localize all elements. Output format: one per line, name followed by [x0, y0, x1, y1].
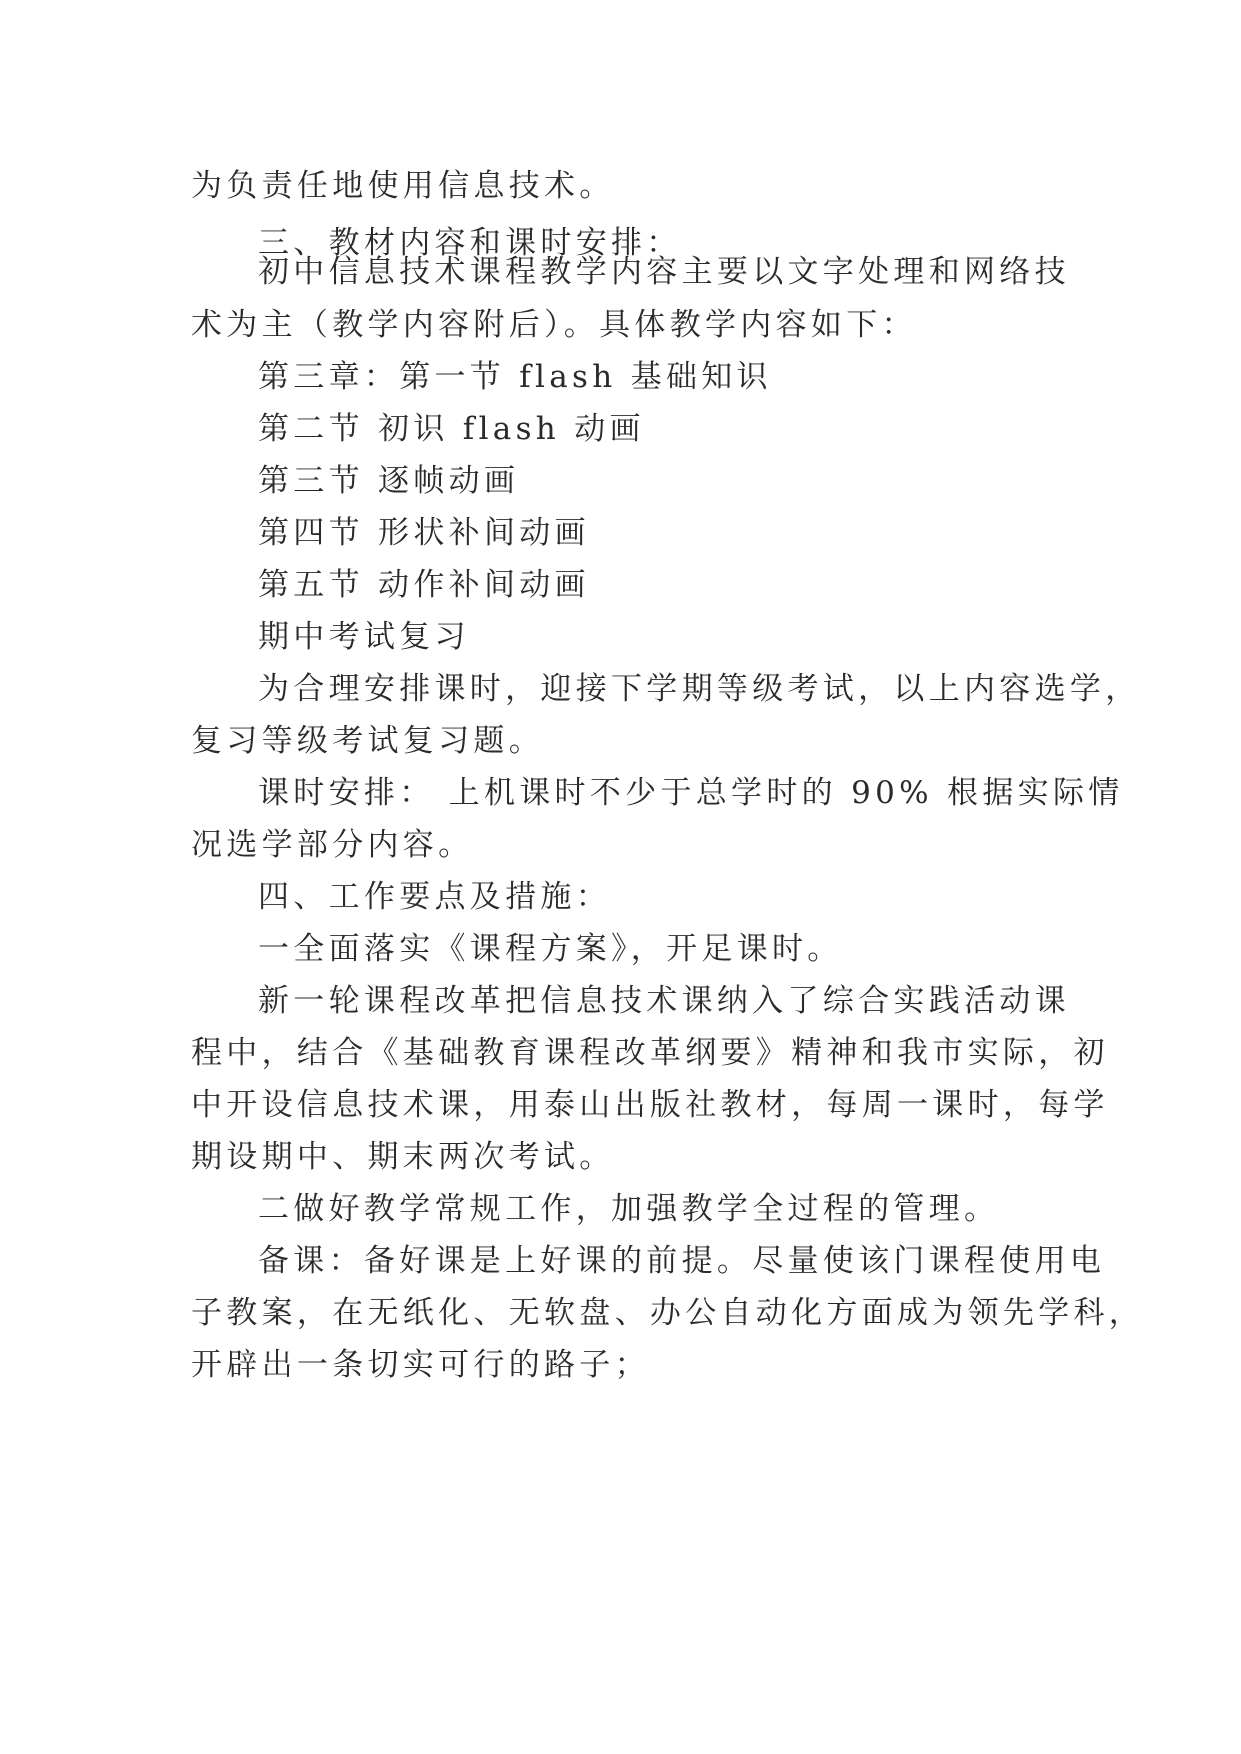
text-line: 为合理安排课时，迎接下学期等级考试，以上内容选学， — [258, 671, 1141, 707]
list-item: 第二节 初识 flash 动画 — [258, 411, 645, 447]
text-line: 为负责任地使用信息技术。 — [191, 168, 615, 204]
text-line: 况选学部分内容。 — [191, 827, 474, 863]
text-line: 程中，结合《基础教育课程改革纲要》精神和我市实际，初 — [191, 1035, 1109, 1071]
list-item: 期中考试复习 — [258, 619, 470, 655]
text-line: 新一轮课程改革把信息技术课纳入了综合实践活动课 — [258, 983, 1070, 1019]
list-item: 第五节 动作补间动画 — [258, 567, 590, 603]
list-item: 第三节 逐帧动画 — [258, 463, 520, 499]
text-line: 二做好教学常规工作，加强教学全过程的管理。 — [258, 1191, 1000, 1227]
text-line: 初中信息技术课程教学内容主要以文字处理和网络技 — [258, 254, 1070, 290]
text-line: 备课：备好课是上好课的前提。尽量使该门课程使用电 — [258, 1243, 1106, 1279]
text-line: 复习等级考试复习题。 — [191, 723, 544, 759]
text-line: 开辟出一条切实可行的路子； — [191, 1347, 650, 1383]
section-heading: 三、教材内容和课时安排： — [258, 225, 682, 261]
text-line: 一全面落实《课程方案》，开足课时。 — [258, 931, 843, 967]
section-heading: 四、工作要点及措施： — [258, 879, 611, 915]
list-item: 第四节 形状补间动画 — [258, 515, 590, 551]
text-line: 期设期中、期末两次考试。 — [191, 1139, 615, 1175]
text-line: 子教案，在无纸化、无软盘、办公自动化方面成为领先学科， — [191, 1295, 1145, 1331]
list-item: 第三章：第一节 flash 基础知识 — [258, 359, 772, 395]
text-line: 术为主（教学内容附后）。具体教学内容如下： — [191, 307, 917, 343]
text-line: 课时安排： 上机课时不少于总学时的 90% 根据实际情 — [258, 775, 1124, 811]
text-line: 中开设信息技术课，用泰山出版社教材，每周一课时，每学 — [191, 1087, 1109, 1123]
